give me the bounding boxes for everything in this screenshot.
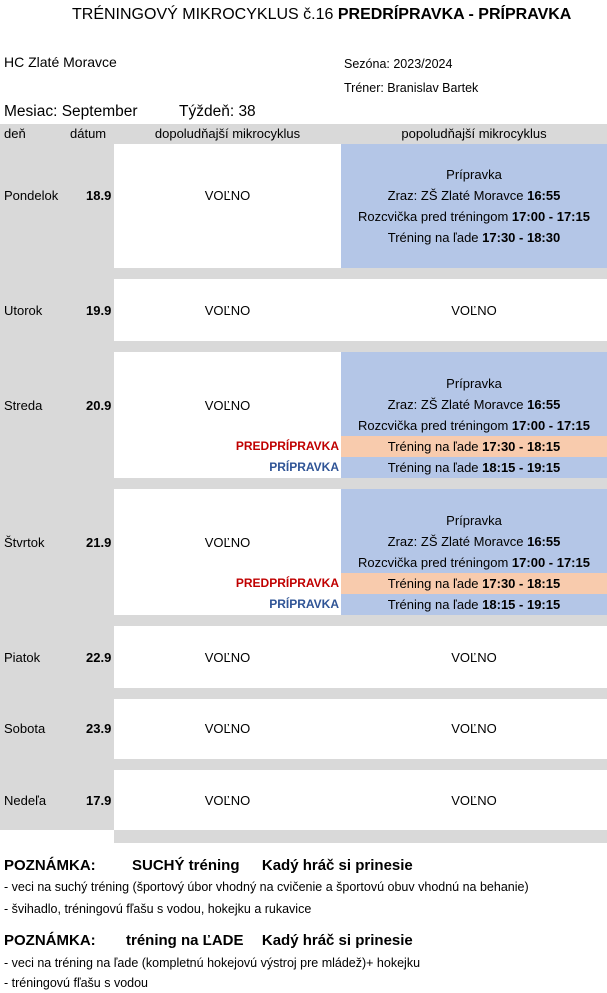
col-morning: dopoludňajší mikrocyklus (154, 126, 301, 141)
morning-free: VOĽNO (204, 303, 251, 318)
day-name: Pondelok (4, 188, 59, 203)
row-separator (114, 615, 607, 626)
ice-line-pri: Tréning na ľade 18:15 - 19:15 (341, 457, 607, 478)
label-pripravka: PRÍPRAVKA (269, 460, 339, 474)
note1-line: - švihadlo, tréningovú fľašu s vodou, hokejku a rukavice (4, 902, 312, 916)
label-pripravka: PRÍPRAVKA (269, 597, 339, 611)
ice-line: Tréning na ľade 17:30 - 18:30 (387, 230, 561, 245)
afternoon-free: VOĽNO (451, 650, 497, 665)
row-separator (114, 478, 607, 489)
afternoon-free: VOĽNO (451, 303, 497, 318)
day-date: 23.9 (86, 721, 112, 736)
row-separator (114, 759, 607, 770)
club-name: HC Zlaté Moravce (4, 54, 117, 70)
note1-heading: POZNÁMKA: SUCHÝ tréning Kadý hráč si prinesie (4, 857, 413, 874)
day-date: 18.9 (86, 188, 112, 203)
row-separator (114, 688, 607, 699)
day-date: 20.9 (86, 398, 112, 413)
morning-free: VOĽNO (204, 188, 251, 203)
morning-free: VOĽNO (204, 535, 251, 550)
morning-cell (114, 144, 341, 268)
group-name: Prípravka (446, 376, 502, 391)
row-separator (114, 268, 607, 279)
col-afternoon: popoludňajší mikrocyklus (401, 126, 547, 141)
warmup-line: Rozcvička pred tréningom 17:00 - 17:15 (358, 555, 590, 570)
month: Mesiac: September (4, 103, 138, 120)
day-name: Piatok (4, 650, 41, 665)
note2-heading: POZNÁMKA: tréning na ĽADE Kadý hráč si prinesie (4, 932, 413, 949)
afternoon-free: VOĽNO (451, 793, 497, 808)
label-predpripravka: PREDPRÍPRAVKA (235, 576, 339, 590)
meet-line: Zraz: ZŠ Zlaté Moravce 16:55 (387, 397, 561, 412)
morning-free: VOĽNO (204, 398, 251, 413)
season: Sezóna: 2023/2024 (344, 57, 453, 71)
label-predpripravka: PREDPRÍPRAVKA (235, 439, 339, 453)
morning-free: VOĽNO (204, 650, 251, 665)
col-day: deň (4, 126, 26, 141)
row-separator (114, 341, 607, 352)
note2-line: - veci na tréning na ľade (kompletnú hokejovú výstroj pre mládež)+ hokejku (4, 956, 421, 970)
group-name: Prípravka (446, 167, 502, 182)
warmup-line: Rozcvička pred tréningom 17:00 - 17:15 (358, 418, 590, 433)
day-name: Nedeľa (4, 793, 47, 808)
row-separator (114, 830, 607, 843)
ice-line-pre: Tréning na ľade 17:30 - 18:15 (341, 436, 607, 457)
col-date: dátum (70, 126, 107, 141)
ice-line-pri: Tréning na ľade 18:15 - 19:15 (341, 594, 607, 615)
note1-line: - veci na suchý tréning (športový úbor vhodný na cvičenie a športovú obuv vhodnú na behanie) (4, 880, 529, 894)
warmup-line: Rozcvička pred tréningom 17:00 - 17:15 (358, 209, 590, 224)
day-name: Sobota (4, 721, 46, 736)
morning-free: VOĽNO (204, 721, 251, 736)
day-date: 19.9 (86, 303, 112, 318)
day-date: 17.9 (86, 793, 112, 808)
day-date: 21.9 (86, 535, 112, 550)
ice-line-pre: Tréning na ľade 17:30 - 18:15 (341, 573, 607, 594)
group-name: Prípravka (446, 513, 502, 528)
title-bold: PREDRÍPRAVKA - PRÍPRAVKA (337, 6, 572, 23)
meet-line: Zraz: ZŠ Zlaté Moravce 16:55 (387, 188, 561, 203)
afternoon-free: VOĽNO (451, 721, 497, 736)
day-name: Utorok (4, 303, 43, 318)
day-cell (0, 144, 114, 268)
day-date: 22.9 (86, 650, 112, 665)
title-normal: TRÉNINGOVÝ MIKROCYKLUS č.16 (72, 6, 334, 23)
note2-line: - tréningovú fľašu s vodou (4, 976, 149, 990)
meet-line: Zraz: ZŠ Zlaté Moravce 16:55 (387, 534, 561, 549)
trainer: Tréner: Branislav Bartek (344, 81, 479, 95)
page-title (0, 6, 607, 24)
day-name: Streda (4, 398, 43, 413)
day-name: Štvrtok (4, 535, 45, 550)
morning-free: VOĽNO (204, 793, 251, 808)
week: Týždeň: 38 (179, 103, 256, 120)
